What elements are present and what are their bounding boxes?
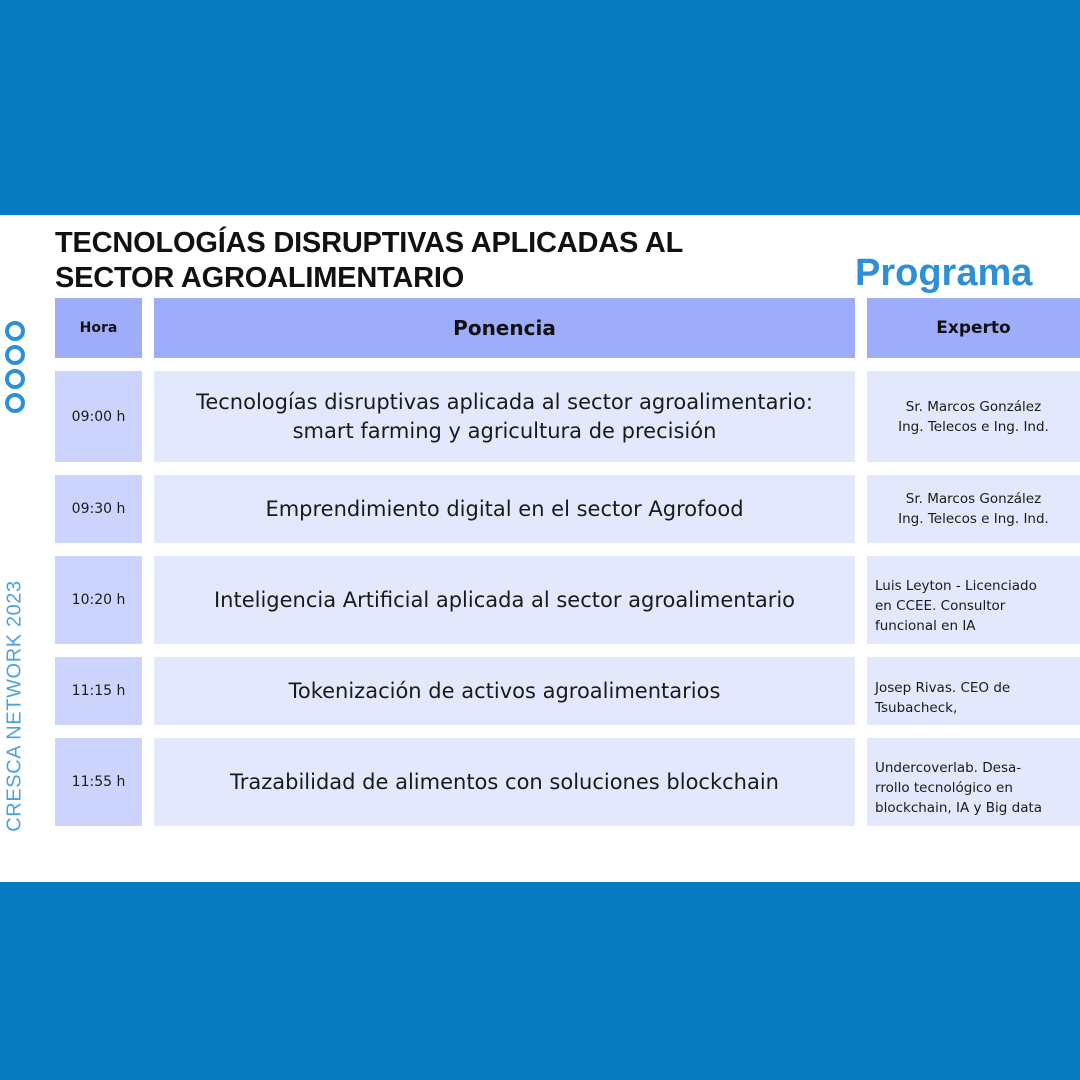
- table-row-ponencia: [154, 371, 855, 462]
- table-row-experto: [867, 657, 1080, 725]
- programa-label: Programa: [855, 252, 1033, 294]
- page-title: [55, 226, 683, 296]
- experto-line: Luis Leyton - Licenciado: [875, 578, 1037, 594]
- ponencia-line: Emprendimiento digital en el sector Agrofood: [265, 496, 744, 521]
- decorative-dots: [5, 321, 25, 417]
- table-row-ponencia: [154, 738, 855, 826]
- table-row-ponencia: [154, 475, 855, 543]
- experto-line: Tsubacheck,: [875, 699, 958, 716]
- table-row-hora: 11:15 h: [55, 657, 142, 725]
- ponencia-line: Inteligencia Artificial aplicada al sector agroalimentario: [213, 587, 796, 612]
- ponencia-line: smart farming y agricultura de precisión: [292, 418, 717, 443]
- table-row-hora: 11:55 h: [55, 738, 142, 826]
- title-line: TECNOLOGÍAS DISRUPTIVAS APLICADAS AL: [55, 227, 684, 259]
- table-row-hora: 09:00 h: [55, 371, 142, 462]
- table-row-experto: [867, 738, 1080, 826]
- bottom-band: [0, 882, 1080, 1080]
- table-row-ponencia: [154, 556, 855, 644]
- table-row-experto: [867, 371, 1080, 462]
- header-hora: Hora: [55, 298, 142, 358]
- ponencia-line: Trazabilidad de alimentos con soluciones blockchain: [230, 769, 779, 794]
- table-row-ponencia: [154, 657, 855, 725]
- top-band: [0, 0, 1080, 215]
- experto-line: Sr. Marcos González: [905, 398, 1042, 415]
- circle-icon: [5, 393, 25, 413]
- circle-icon: [5, 321, 25, 341]
- ponencia-line: Tokenización de activos agroalimentarios: [288, 678, 721, 703]
- experto-line: Josep Rivas. CEO de: [875, 679, 1011, 696]
- experto-line: Ing. Telecos e Ing. Ind.: [898, 511, 1049, 527]
- circle-icon: [5, 345, 25, 365]
- table-row-experto: [867, 475, 1080, 543]
- table-row-experto: [867, 556, 1080, 644]
- circle-icon: [5, 369, 25, 389]
- experto-line: en CCEE. Consultor: [875, 598, 1006, 614]
- experto-line: rrollo tecnológico en: [875, 780, 1013, 796]
- header-experto: Experto: [867, 298, 1080, 358]
- table-row-hora: 09:30 h: [55, 475, 142, 543]
- experto-line: blockchain, IA y Big data: [875, 800, 1043, 816]
- table-row-hora: 10:20 h: [55, 556, 142, 644]
- experto-line: Ing. Telecos e Ing. Ind.: [898, 418, 1049, 435]
- experto-line: funcional en IA: [875, 618, 976, 634]
- experto-line: Sr. Marcos González: [905, 491, 1042, 507]
- experto-line: Undercoverlab. Desa-: [875, 760, 1022, 776]
- ponencia-line: Tecnologías disruptivas aplicada al sector agroalimentario:: [196, 389, 813, 414]
- title-line: SECTOR AGROALIMENTARIO: [55, 262, 465, 294]
- vertical-brand-label: CRESCA NETWORK 2023: [3, 580, 26, 832]
- header-ponencia: Ponencia: [154, 298, 855, 358]
